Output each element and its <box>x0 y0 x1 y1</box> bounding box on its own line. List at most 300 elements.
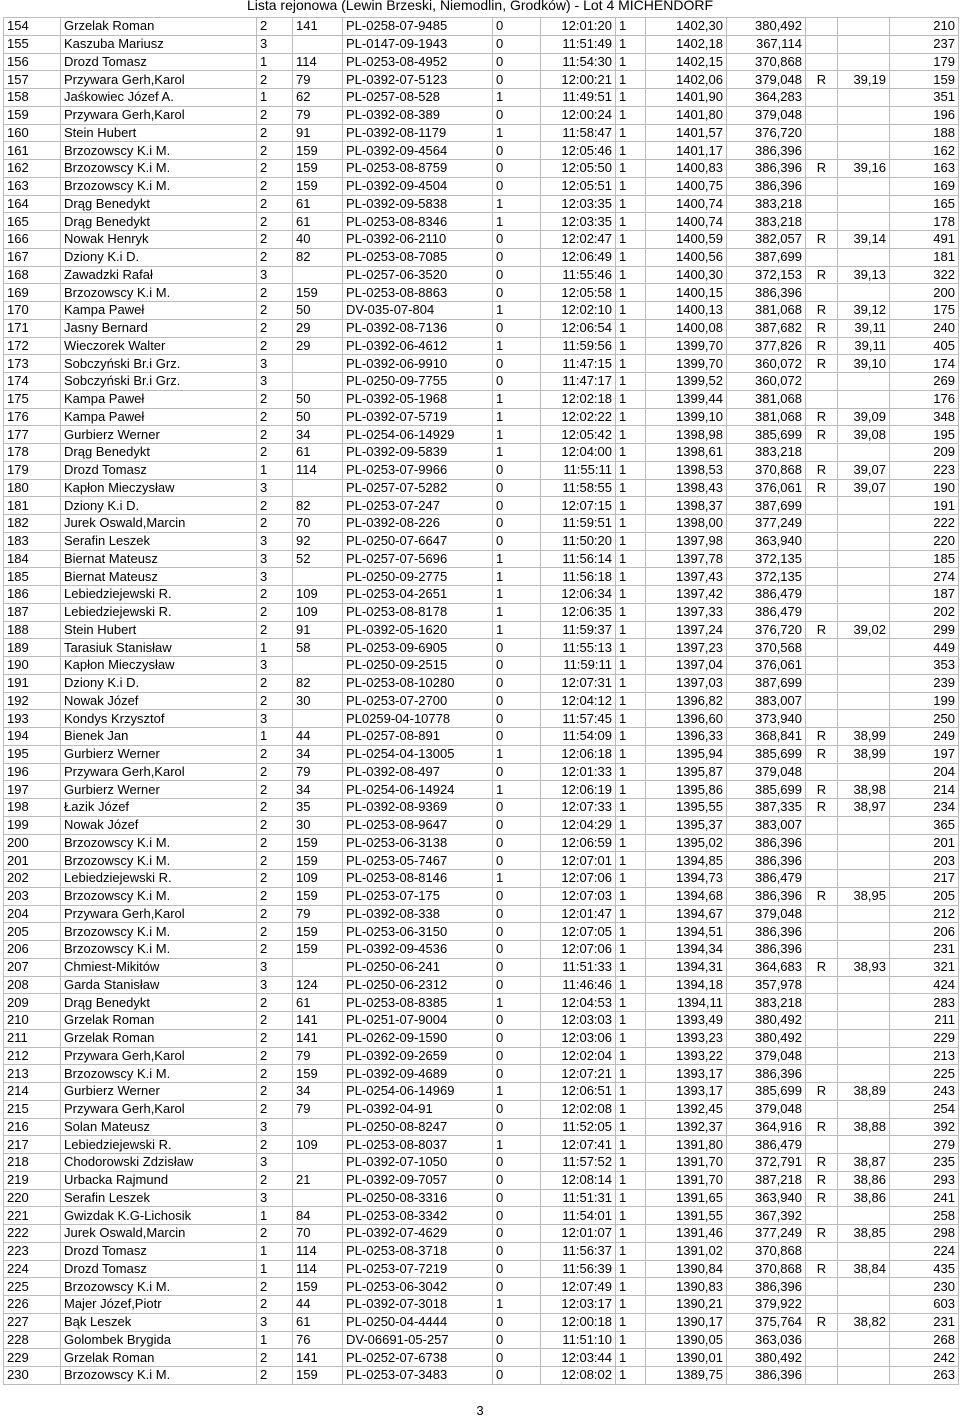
table-cell: 1400,13 <box>646 302 727 320</box>
table-cell: R <box>806 266 838 284</box>
table-cell: 82 <box>293 497 343 515</box>
table-cell: 223 <box>4 1242 61 1260</box>
table-cell <box>838 1047 890 1065</box>
table-row <box>4 18 959 36</box>
table-cell <box>806 213 838 231</box>
table-cell <box>838 639 890 657</box>
table-row <box>4 674 959 692</box>
table-cell: 0 <box>493 1100 541 1118</box>
table-cell: 1 <box>493 195 541 213</box>
table-cell: 0 <box>493 763 541 781</box>
table-cell: PL-0250-06-2312 <box>343 976 493 994</box>
table-cell: 1 <box>616 994 646 1012</box>
table-cell: R <box>806 1118 838 1136</box>
table-cell: 254 <box>890 1100 959 1118</box>
table-cell: 0 <box>493 941 541 959</box>
table-cell: 1390,84 <box>646 1260 727 1278</box>
table-cell: 61 <box>293 1313 343 1331</box>
table-cell: 274 <box>890 568 959 586</box>
table-cell: 50 <box>293 408 343 426</box>
table-row <box>4 923 959 941</box>
table-cell: Wieczorek Walter <box>61 337 257 355</box>
table-cell: 176 <box>890 390 959 408</box>
table-cell: 1 <box>493 994 541 1012</box>
table-cell: PL-0253-08-4952 <box>343 53 493 71</box>
table-cell <box>806 923 838 941</box>
table-cell <box>806 142 838 160</box>
table-cell: 1396,60 <box>646 710 727 728</box>
table-cell: 0 <box>493 497 541 515</box>
table-cell: 1400,30 <box>646 266 727 284</box>
table-cell: 159 <box>293 1065 343 1083</box>
table-cell: 21 <box>293 1171 343 1189</box>
table-cell: 12:02:47 <box>541 231 616 249</box>
table-cell: 11:51:10 <box>541 1331 616 1349</box>
table-cell <box>838 692 890 710</box>
table-cell: PL-0392-09-5838 <box>343 195 493 213</box>
table-cell: 159 <box>293 177 343 195</box>
table-cell: 0 <box>493 923 541 941</box>
table-cell: 159 <box>293 923 343 941</box>
table-cell: 0 <box>493 1029 541 1047</box>
table-cell: 1 <box>616 1189 646 1207</box>
table-cell: 379,048 <box>727 71 806 89</box>
table-cell: PL-0253-09-6905 <box>343 639 493 657</box>
table-cell: 11:59:37 <box>541 621 616 639</box>
table-cell: 213 <box>890 1047 959 1065</box>
table-cell <box>806 444 838 462</box>
table-cell: 12:06:35 <box>541 603 616 621</box>
table-cell: 194 <box>4 728 61 746</box>
table-cell: 40 <box>293 231 343 249</box>
table-cell <box>838 124 890 142</box>
table-cell <box>806 1065 838 1083</box>
table-row <box>4 1189 959 1207</box>
table-cell: 34 <box>293 745 343 763</box>
table-row <box>4 1029 959 1047</box>
table-cell: 0 <box>493 852 541 870</box>
table-cell: Kampa Paweł <box>61 390 257 408</box>
table-cell: 386,396 <box>727 1065 806 1083</box>
table-cell: PL-0253-07-3483 <box>343 1367 493 1385</box>
table-cell: 1391,70 <box>646 1154 727 1172</box>
table-cell: 250 <box>890 710 959 728</box>
table-cell <box>806 994 838 1012</box>
table-cell: 1 <box>616 71 646 89</box>
table-cell: PL-0392-09-2659 <box>343 1047 493 1065</box>
table-cell <box>806 905 838 923</box>
table-cell: PL-0253-08-8863 <box>343 284 493 302</box>
table-cell: 1397,04 <box>646 657 727 675</box>
table-cell: 235 <box>890 1154 959 1172</box>
table-cell <box>806 1029 838 1047</box>
table-cell: 12:07:41 <box>541 1136 616 1154</box>
table-row <box>4 994 959 1012</box>
table-cell <box>806 1100 838 1118</box>
table-cell: Majer Józef,Piotr <box>61 1296 257 1314</box>
table-cell <box>838 373 890 391</box>
table-cell: 1389,75 <box>646 1367 727 1385</box>
table-cell: 2 <box>257 941 293 959</box>
table-cell: 164 <box>4 195 61 213</box>
table-cell: 351 <box>890 89 959 107</box>
table-cell: 39,11 <box>838 319 890 337</box>
table-row <box>4 763 959 781</box>
table-row <box>4 550 959 568</box>
table-cell: 11:55:13 <box>541 639 616 657</box>
table-cell: 12:02:08 <box>541 1100 616 1118</box>
table-cell: 91 <box>293 621 343 639</box>
table-cell: 11:51:33 <box>541 958 616 976</box>
table-cell: 12:00:21 <box>541 71 616 89</box>
table-cell <box>838 1100 890 1118</box>
table-row <box>4 887 959 905</box>
table-cell: 1 <box>616 639 646 657</box>
table-cell: 0 <box>493 1047 541 1065</box>
table-cell <box>806 106 838 124</box>
table-cell: 189 <box>4 639 61 657</box>
table-cell: 258 <box>890 1207 959 1225</box>
table-cell: 61 <box>293 213 343 231</box>
table-cell: 165 <box>4 213 61 231</box>
table-cell: PL-0253-08-7085 <box>343 248 493 266</box>
table-cell: Gurbierz Werner <box>61 781 257 799</box>
table-cell: 1398,43 <box>646 479 727 497</box>
table-cell <box>293 266 343 284</box>
table-cell: 353 <box>890 657 959 675</box>
table-cell <box>838 18 890 36</box>
table-cell: PL-0250-08-3316 <box>343 1189 493 1207</box>
table-cell: 1 <box>616 53 646 71</box>
table-cell <box>838 1012 890 1030</box>
table-cell: PL-0253-08-8346 <box>343 213 493 231</box>
table-cell: 1397,42 <box>646 586 727 604</box>
table-cell: 386,479 <box>727 1136 806 1154</box>
table-cell: 1 <box>616 408 646 426</box>
table-cell: 2 <box>257 390 293 408</box>
table-cell: 206 <box>890 923 959 941</box>
table-cell: Brzozowscy K.i M. <box>61 1367 257 1385</box>
table-cell: 1391,70 <box>646 1171 727 1189</box>
table-cell: 224 <box>890 1242 959 1260</box>
table-cell: PL-0253-04-2651 <box>343 586 493 604</box>
table-cell: R <box>806 728 838 746</box>
table-cell: 1 <box>616 390 646 408</box>
table-cell: 0 <box>493 248 541 266</box>
table-cell: PL-0254-06-14969 <box>343 1083 493 1101</box>
table-row <box>4 870 959 888</box>
table-cell: 1395,87 <box>646 763 727 781</box>
table-cell: 159 <box>293 887 343 905</box>
table-cell: 224 <box>4 1260 61 1278</box>
table-cell: 0 <box>493 1225 541 1243</box>
table-cell: 12:02:22 <box>541 408 616 426</box>
table-cell: Brzozowscy K.i M. <box>61 923 257 941</box>
table-cell: 159 <box>293 160 343 178</box>
table-cell: 181 <box>890 248 959 266</box>
table-cell: 12:02:18 <box>541 390 616 408</box>
table-cell: 1397,24 <box>646 621 727 639</box>
table-cell: PL-0253-08-3342 <box>343 1207 493 1225</box>
table-cell: 38,97 <box>838 799 890 817</box>
table-cell: 50 <box>293 390 343 408</box>
table-cell: Golombek Brygida <box>61 1331 257 1349</box>
table-cell: 175 <box>4 390 61 408</box>
table-cell: 12:07:31 <box>541 674 616 692</box>
table-cell: 0 <box>493 160 541 178</box>
table-cell: 11:54:09 <box>541 728 616 746</box>
table-cell: 377,249 <box>727 1225 806 1243</box>
table-cell <box>838 1207 890 1225</box>
table-cell: 169 <box>4 284 61 302</box>
table-cell: Gurbierz Werner <box>61 426 257 444</box>
table-cell: 370,868 <box>727 461 806 479</box>
table-cell: 249 <box>890 728 959 746</box>
table-cell: 1 <box>257 1242 293 1260</box>
table-cell: PL-0253-08-9647 <box>343 816 493 834</box>
table-cell: 1398,98 <box>646 426 727 444</box>
table-cell: 2 <box>257 71 293 89</box>
table-cell: R <box>806 461 838 479</box>
table-cell: 1396,82 <box>646 692 727 710</box>
table-cell: 163 <box>890 160 959 178</box>
table-row <box>4 745 959 763</box>
table-cell: 0 <box>493 319 541 337</box>
table-row <box>4 1367 959 1385</box>
table-cell: 1394,67 <box>646 905 727 923</box>
table-row <box>4 160 959 178</box>
table-row <box>4 1260 959 1278</box>
table-cell <box>838 1331 890 1349</box>
table-cell: 12:07:06 <box>541 870 616 888</box>
table-cell: 11:54:01 <box>541 1207 616 1225</box>
table-cell: 2 <box>257 692 293 710</box>
table-cell: Drozd Tomasz <box>61 1242 257 1260</box>
table-cell: 1 <box>616 1118 646 1136</box>
table-cell <box>838 1136 890 1154</box>
table-cell <box>838 284 890 302</box>
table-cell: 165 <box>890 195 959 213</box>
table-cell: 0 <box>493 35 541 53</box>
table-cell: PL-0392-09-7057 <box>343 1171 493 1189</box>
table-cell: 206 <box>4 941 61 959</box>
table-cell: 1397,78 <box>646 550 727 568</box>
table-cell: 205 <box>4 923 61 941</box>
table-row <box>4 515 959 533</box>
table-cell: R <box>806 1154 838 1172</box>
table-cell: 211 <box>890 1012 959 1030</box>
table-cell: 3 <box>257 1154 293 1172</box>
table-cell: 11:59:51 <box>541 515 616 533</box>
table-cell: 1 <box>616 213 646 231</box>
table-cell: 0 <box>493 657 541 675</box>
table-cell: 1 <box>616 568 646 586</box>
table-cell: 79 <box>293 1100 343 1118</box>
table-cell: PL-0250-09-2515 <box>343 657 493 675</box>
table-cell <box>806 1296 838 1314</box>
table-cell: 204 <box>4 905 61 923</box>
table-row <box>4 1136 959 1154</box>
table-cell: 1 <box>616 497 646 515</box>
table-cell: 2 <box>257 515 293 533</box>
table-cell: PL-0253-07-2700 <box>343 692 493 710</box>
table-cell: PL-0392-08-9369 <box>343 799 493 817</box>
table-cell <box>838 497 890 515</box>
table-cell: PL-0253-08-8178 <box>343 603 493 621</box>
table-cell: Kapłon Mieczysław <box>61 479 257 497</box>
table-cell <box>806 532 838 550</box>
table-cell: 1 <box>616 941 646 959</box>
table-cell: 79 <box>293 1047 343 1065</box>
table-cell: 230 <box>890 1278 959 1296</box>
table-cell: 84 <box>293 1207 343 1225</box>
table-cell: 200 <box>4 834 61 852</box>
table-cell: 12:07:15 <box>541 497 616 515</box>
table-cell: 1 <box>616 621 646 639</box>
table-cell: Brzozowscy K.i M. <box>61 142 257 160</box>
table-cell: 12:07:05 <box>541 923 616 941</box>
table-cell: PL-0252-07-6738 <box>343 1349 493 1367</box>
table-row <box>4 266 959 284</box>
table-cell <box>806 1349 838 1367</box>
table-cell: 2 <box>257 319 293 337</box>
table-cell: 3 <box>257 568 293 586</box>
table-cell: Stein Hubert <box>61 621 257 639</box>
table-cell: 298 <box>890 1225 959 1243</box>
table-cell: 2 <box>257 816 293 834</box>
table-cell: Kampa Paweł <box>61 408 257 426</box>
table-cell <box>806 603 838 621</box>
table-cell: 227 <box>4 1313 61 1331</box>
table-row <box>4 710 959 728</box>
table-row <box>4 1278 959 1296</box>
table-cell <box>838 1367 890 1385</box>
table-cell: 39,07 <box>838 461 890 479</box>
table-cell: Jaśkowiec Józef A. <box>61 89 257 107</box>
table-cell: 1 <box>493 337 541 355</box>
table-row <box>4 852 959 870</box>
table-cell: 1400,56 <box>646 248 727 266</box>
table-row <box>4 177 959 195</box>
table-cell: Drąg Benedykt <box>61 994 257 1012</box>
table-cell: 1390,01 <box>646 1349 727 1367</box>
table-cell: 1398,37 <box>646 497 727 515</box>
table-cell: 1 <box>616 1367 646 1385</box>
table-cell: 1400,15 <box>646 284 727 302</box>
table-cell: R <box>806 958 838 976</box>
table-cell: 1 <box>616 479 646 497</box>
table-cell: 1398,61 <box>646 444 727 462</box>
table-cell: 357,978 <box>727 976 806 994</box>
table-cell: PL-0257-08-891 <box>343 728 493 746</box>
table-cell: 0 <box>493 1118 541 1136</box>
table-cell: 0 <box>493 887 541 905</box>
table-cell <box>838 1296 890 1314</box>
table-cell: 215 <box>4 1100 61 1118</box>
table-cell: 2 <box>257 1012 293 1030</box>
table-cell: 1 <box>257 639 293 657</box>
table-cell: PL-0392-07-5719 <box>343 408 493 426</box>
table-cell: 380,492 <box>727 1012 806 1030</box>
table-cell: 372,135 <box>727 550 806 568</box>
table-row <box>4 621 959 639</box>
table-cell: 1402,06 <box>646 71 727 89</box>
table-cell: 283 <box>890 994 959 1012</box>
table-row <box>4 1225 959 1243</box>
table-cell: Gurbierz Werner <box>61 1083 257 1101</box>
table-cell: 0 <box>493 1154 541 1172</box>
table-cell: Bąk Leszek <box>61 1313 257 1331</box>
table-cell <box>838 568 890 586</box>
table-cell: 1 <box>493 550 541 568</box>
table-cell <box>806 248 838 266</box>
table-cell: 11:52:05 <box>541 1118 616 1136</box>
table-cell: 159 <box>293 941 343 959</box>
table-cell <box>806 515 838 533</box>
table-cell: Kapłon Mieczysław <box>61 657 257 675</box>
table-cell: 2 <box>257 674 293 692</box>
table-cell: 188 <box>4 621 61 639</box>
table-cell <box>806 586 838 604</box>
table-cell: 30 <box>293 816 343 834</box>
table-cell <box>806 834 838 852</box>
table-cell: 1 <box>616 1349 646 1367</box>
table-row <box>4 390 959 408</box>
table-cell: 210 <box>4 1012 61 1030</box>
table-cell: 1395,02 <box>646 834 727 852</box>
table-cell: 1398,53 <box>646 461 727 479</box>
table-cell: 377,249 <box>727 515 806 533</box>
table-cell: 38,82 <box>838 1313 890 1331</box>
table-cell: 50 <box>293 302 343 320</box>
table-cell: 213 <box>4 1065 61 1083</box>
table-cell: 0 <box>493 532 541 550</box>
table-cell: 1393,17 <box>646 1083 727 1101</box>
table-cell: R <box>806 1260 838 1278</box>
table-cell: 2 <box>257 923 293 941</box>
table-cell: 162 <box>890 142 959 160</box>
table-cell <box>806 1207 838 1225</box>
table-cell: PL-0392-07-3018 <box>343 1296 493 1314</box>
table-cell: 370,868 <box>727 53 806 71</box>
table-cell: 0 <box>493 53 541 71</box>
table-cell: 39,11 <box>838 337 890 355</box>
table-cell: 1393,23 <box>646 1029 727 1047</box>
table-row <box>4 1065 959 1083</box>
table-cell: 1394,68 <box>646 887 727 905</box>
table-cell: 385,699 <box>727 1083 806 1101</box>
table-cell: Gwizdak K.G-Lichosik <box>61 1207 257 1225</box>
table-cell: 168 <box>4 266 61 284</box>
table-cell: 1 <box>616 461 646 479</box>
table-cell <box>838 142 890 160</box>
table-cell: 12:06:51 <box>541 1083 616 1101</box>
table-cell: 1 <box>616 728 646 746</box>
table-cell: 383,218 <box>727 213 806 231</box>
table-cell: 38,99 <box>838 745 890 763</box>
table-cell <box>806 1047 838 1065</box>
table-cell <box>838 106 890 124</box>
table-cell: PL-0392-06-2110 <box>343 231 493 249</box>
table-cell: 2 <box>257 106 293 124</box>
table-cell: 1 <box>616 160 646 178</box>
table-cell: 380,492 <box>727 1349 806 1367</box>
table-cell: 12:05:58 <box>541 284 616 302</box>
table-cell: 38,84 <box>838 1260 890 1278</box>
table-cell: 377,826 <box>727 337 806 355</box>
table-cell: 234 <box>890 799 959 817</box>
table-cell: R <box>806 887 838 905</box>
